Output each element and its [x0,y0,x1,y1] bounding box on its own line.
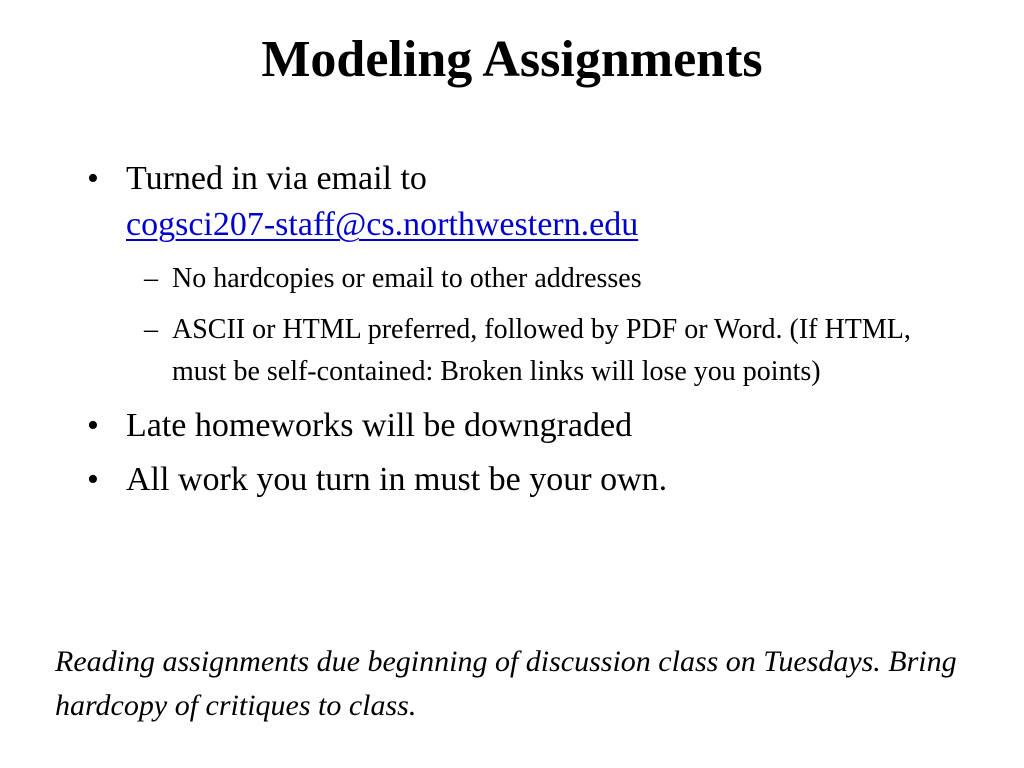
sub-bullet-text: No hardcopies or email to other addresses [172,263,642,294]
bullet-text: Late homeworks will be downgraded [126,407,633,444]
bullet-marker: • [87,407,99,444]
sub-bullet-marker: – [144,314,158,345]
bullet-text: All work you turn in must be your own. [126,461,668,498]
bullet-text: Turned in via email to [126,160,427,197]
bullet-item-email [87,156,1024,393]
sub-bullet-item-hardcopies [144,258,942,300]
sub-bullet-text: ASCII or HTML preferred, followed by PDF or Word. (If HTML, must be self-contained: Broken links will lose you points) [172,314,911,387]
bullet-marker: • [87,160,99,197]
footer-note: Reading assignments due beginning of discussion class on Tuesdays. Bring hardcopy of critiques to class. [55,645,957,722]
bullet-marker: • [87,461,99,498]
sub-bullet-list [126,258,1024,393]
sub-bullet-item-formats [144,309,942,393]
sub-bullet-marker: – [144,263,158,294]
bullet-item-late [87,403,1024,449]
staff-email-link[interactable]: cogsci207-staff@cs.northwestern.edu [126,206,639,243]
bullet-list [0,156,1024,503]
bullet-item-own-work [87,457,1024,503]
slide-title: Modeling Assignments [261,31,763,88]
